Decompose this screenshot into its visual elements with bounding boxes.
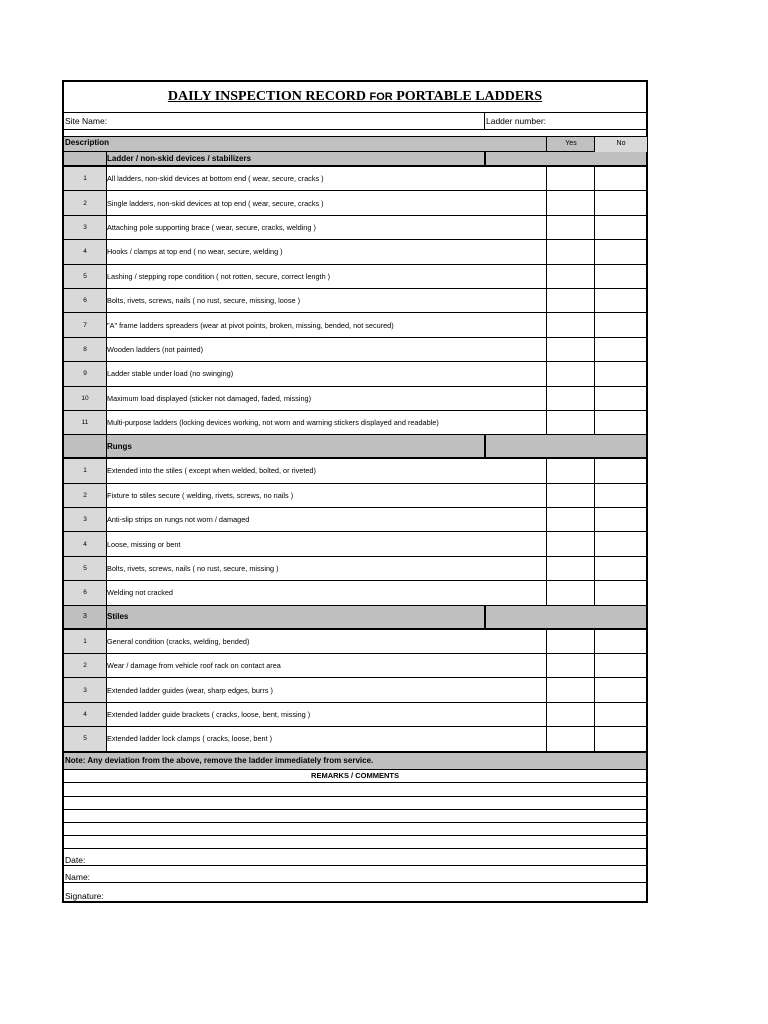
item-number: 8: [64, 338, 107, 361]
checklist-row: [64, 630, 646, 654]
item-description: Attaching pole supporting brace ( wear, secure, cracks, welding ): [107, 222, 316, 232]
section-number: [64, 435, 107, 457]
item-description: Multi-purpose ladders (locking devices working, not worn and warning stickers displayed and readable): [107, 418, 439, 428]
no-cell[interactable]: [594, 484, 647, 507]
item-description: Bolts, rivets, screws, nails ( no rust, secure, missing ): [107, 564, 279, 574]
checklist-row: [64, 191, 646, 215]
checklist-row: [64, 387, 646, 411]
ladder-number-field[interactable]: Ladder number:: [484, 113, 546, 130]
section-divider: [484, 435, 486, 457]
checklist-row: [64, 508, 646, 532]
item-number: 1: [64, 630, 107, 653]
item-description: Welding not cracked: [107, 588, 173, 598]
yes-cell[interactable]: [546, 313, 595, 336]
item-number: 4: [64, 703, 107, 726]
no-cell[interactable]: [594, 289, 647, 312]
remarks-line[interactable]: [64, 797, 646, 810]
no-cell[interactable]: [594, 630, 647, 653]
no-cell[interactable]: [594, 411, 647, 434]
signature-field[interactable]: Signature:: [65, 890, 104, 901]
no-cell[interactable]: [594, 703, 647, 726]
item-number: 3: [64, 508, 107, 531]
no-cell[interactable]: [594, 265, 647, 288]
section-label: Ladder / non-skid devices / stabilizers: [107, 154, 252, 163]
no-cell[interactable]: [594, 727, 647, 750]
item-number: 10: [64, 387, 107, 410]
section-label: Stiles: [107, 612, 129, 622]
section-header: [64, 152, 646, 167]
yes-cell[interactable]: [546, 387, 595, 410]
yes-header: Yes: [546, 137, 595, 152]
item-number: 1: [64, 459, 107, 482]
no-cell[interactable]: [594, 338, 647, 361]
item-description: Wear / damage from vehicle roof rack on contact area: [107, 661, 281, 671]
description-header: Description: [65, 138, 110, 147]
item-number: 3: [64, 216, 107, 239]
no-cell[interactable]: [594, 459, 647, 482]
item-description: Maximum load displayed (sticker not damaged, faded, missing): [107, 393, 311, 403]
checklist-sections: [64, 152, 646, 752]
checklist-row: [64, 313, 646, 337]
yes-cell[interactable]: [546, 703, 595, 726]
yes-cell[interactable]: [546, 581, 595, 604]
checklist-row: [64, 411, 646, 435]
checklist-row: [64, 289, 646, 313]
yes-cell[interactable]: [546, 240, 595, 263]
item-description: Wooden ladders (not painted): [107, 344, 204, 354]
date-field[interactable]: Date:: [64, 849, 646, 866]
yes-cell[interactable]: [546, 654, 595, 677]
section-label: Rungs: [107, 441, 132, 451]
yes-cell[interactable]: [546, 289, 595, 312]
no-cell[interactable]: [594, 557, 647, 580]
item-description: Bolts, rivets, screws, nails ( no rust, secure, missing, loose ): [107, 296, 301, 306]
item-description: Hooks / clamps at top end ( no wear, secure, welding ): [107, 247, 283, 257]
site-row: [64, 113, 646, 130]
item-description: Anti-slip strips on rungs not worn / damaged: [107, 515, 250, 525]
document-title: [64, 82, 646, 113]
yes-cell[interactable]: [546, 727, 595, 750]
yes-cell[interactable]: [546, 411, 595, 434]
yes-cell[interactable]: [546, 484, 595, 507]
item-number: 5: [64, 557, 107, 580]
remarks-line[interactable]: [64, 783, 646, 797]
spacer-row: [64, 130, 646, 137]
yes-cell[interactable]: [546, 678, 595, 701]
no-cell[interactable]: [594, 508, 647, 531]
item-number: 6: [64, 581, 107, 604]
item-description: General condition (cracks, welding, bended): [107, 636, 250, 646]
title-part-1: DAILY INSPECTION RECORD: [167, 89, 370, 104]
yes-cell[interactable]: [546, 630, 595, 653]
remarks-header: REMARKS / COMMENTS: [64, 770, 646, 783]
section-divider: [484, 606, 486, 628]
no-cell[interactable]: [594, 167, 647, 190]
checklist-row: [64, 581, 646, 605]
no-cell[interactable]: [594, 240, 647, 263]
checklist-row: [64, 703, 646, 727]
site-name-field[interactable]: Site Name:: [65, 116, 108, 126]
title-for: FOR: [369, 91, 393, 103]
item-number: 5: [64, 265, 107, 288]
section-header: [64, 435, 646, 459]
checklist-row: [64, 362, 646, 386]
item-number: 11: [64, 411, 107, 434]
item-number: 5: [64, 727, 107, 750]
item-description: "A" frame ladders spreaders (wear at pivot points, broken, missing, bended, not secured): [107, 320, 394, 330]
checklist-row: [64, 240, 646, 264]
inspection-sheet: [62, 80, 648, 903]
yes-cell[interactable]: [546, 532, 595, 555]
item-description: Loose, missing or bent: [107, 539, 181, 549]
no-cell[interactable]: [594, 654, 647, 677]
item-description: Extended ladder guide brackets ( cracks, loose, bent, missing ): [107, 710, 311, 719]
remarks-line[interactable]: [64, 823, 646, 836]
yes-cell[interactable]: [546, 338, 595, 361]
yes-cell[interactable]: [546, 557, 595, 580]
yes-cell[interactable]: [546, 459, 595, 482]
checklist-row: [64, 557, 646, 581]
checklist-row: [64, 484, 646, 508]
item-description: Single ladders, non-skid devices at top end ( wear, secure, cracks ): [107, 198, 324, 208]
yes-cell[interactable]: [546, 191, 595, 214]
item-number: 1: [64, 167, 107, 190]
item-description: Extended into the stiles ( except when welded, bolted, or riveted): [107, 466, 316, 476]
item-description: Extended ladder lock clamps ( cracks, loose, bent ): [107, 734, 273, 744]
checklist-row: [64, 727, 646, 751]
section-divider: [484, 152, 486, 165]
item-description: Extended ladder guides (wear, sharp edges, burrs ): [107, 685, 273, 695]
no-cell[interactable]: [594, 678, 647, 701]
checklist-row: [64, 167, 646, 191]
item-description: Ladder stable under load (no swinging): [107, 369, 234, 379]
remarks-line[interactable]: [64, 810, 646, 823]
name-field[interactable]: Name:: [64, 866, 646, 883]
column-header-row: [64, 137, 646, 152]
checklist-row: [64, 654, 646, 678]
item-description: Fixture to stiles secure ( welding, rivets, screws, no nails ): [107, 490, 294, 500]
checklist-row: [64, 459, 646, 483]
item-description: Lashing / stepping rope condition ( not rotten, secure, correct length ): [107, 271, 331, 281]
deviation-note: Note: Any deviation from the above, remove the ladder immediately from service.: [64, 752, 646, 770]
remarks-line[interactable]: [64, 836, 646, 849]
section-number: 3: [64, 606, 107, 628]
item-number: 2: [64, 191, 107, 214]
no-header: No: [594, 137, 647, 152]
yes-cell[interactable]: [546, 362, 595, 385]
no-cell[interactable]: [594, 216, 647, 239]
section-number: [64, 152, 107, 165]
item-number: 7: [64, 313, 107, 336]
checklist-row: [64, 532, 646, 556]
checklist-row: [64, 216, 646, 240]
no-cell[interactable]: [594, 313, 647, 336]
item-description: All ladders, non-skid devices at bottom end ( wear, secure, cracks ): [107, 174, 324, 184]
item-number: 9: [64, 362, 107, 385]
section-header: [64, 606, 646, 630]
no-cell[interactable]: [594, 362, 647, 385]
checklist-row: [64, 678, 646, 702]
yes-cell[interactable]: [546, 508, 595, 531]
item-number: 2: [64, 484, 107, 507]
no-cell[interactable]: [594, 387, 647, 410]
item-number: 3: [64, 678, 107, 701]
title-part-2: PORTABLE LADDERS: [392, 89, 543, 104]
no-cell[interactable]: [594, 191, 647, 214]
item-number: 2: [64, 654, 107, 677]
yes-cell[interactable]: [546, 216, 595, 239]
item-number: 4: [64, 532, 107, 555]
no-cell[interactable]: [594, 532, 647, 555]
no-cell[interactable]: [594, 581, 647, 604]
checklist-row: [64, 338, 646, 362]
yes-cell[interactable]: [546, 265, 595, 288]
yes-cell[interactable]: [546, 167, 595, 190]
checklist-row: [64, 265, 646, 289]
item-number: 6: [64, 289, 107, 312]
item-number: 4: [64, 240, 107, 263]
